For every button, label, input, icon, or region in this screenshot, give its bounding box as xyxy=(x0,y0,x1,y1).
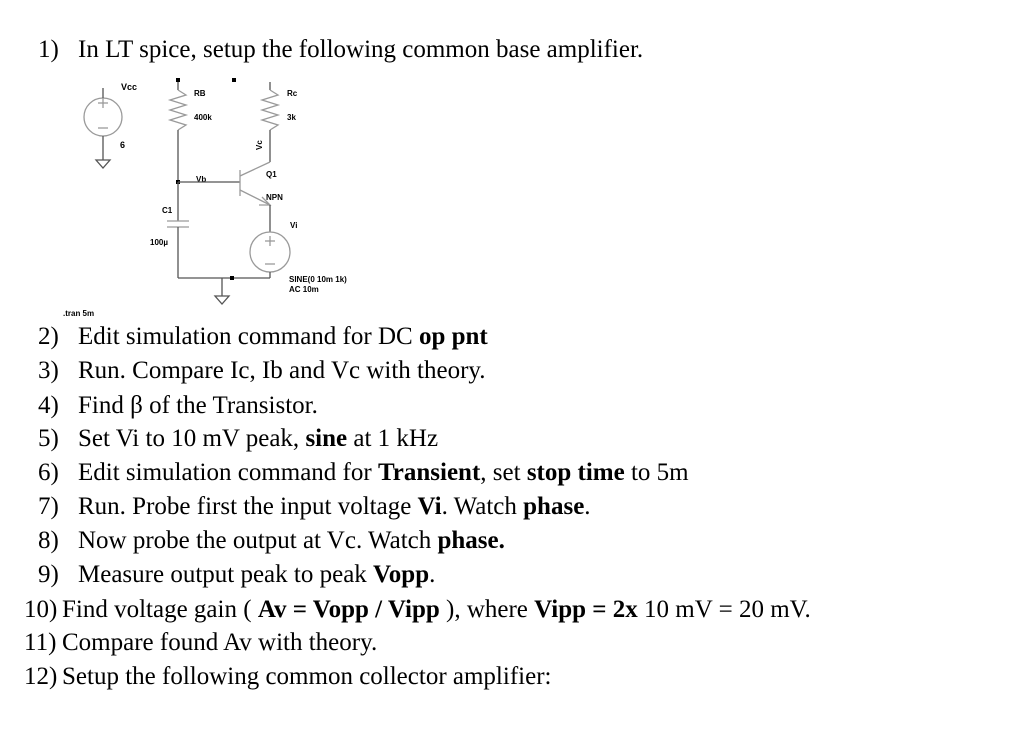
rc-name-label: Rc xyxy=(287,89,298,98)
vi-spec-line1: SINE(0 10m 1k) xyxy=(289,275,347,284)
step-text: Find voltage gain ( xyxy=(62,596,258,623)
step-text: Measure output peak to peak xyxy=(78,561,374,588)
vi-source-symbol xyxy=(250,232,290,278)
c1-name-label: C1 xyxy=(162,206,173,215)
step-bold-text: Vi xyxy=(417,493,442,520)
step-bold-text: Vipp = 2x xyxy=(534,596,638,623)
instruction-step-4 xyxy=(38,390,318,422)
step-text: at 1 kHz xyxy=(347,425,439,452)
instruction-step-12 xyxy=(24,661,552,693)
step-bold-text: sine xyxy=(305,425,348,452)
step-text: Edit simulation command for DC xyxy=(78,323,419,350)
step-text: Find β of the Transistor. xyxy=(78,392,318,419)
instruction-step-9 xyxy=(38,559,435,591)
rb-name-label: RB xyxy=(194,89,206,98)
instruction-step-3 xyxy=(38,355,486,387)
ground-symbol xyxy=(178,276,270,304)
step-number: 10) xyxy=(24,596,58,623)
step-text: In LT spice, setup the following common base amplifier. xyxy=(78,36,644,63)
step-text: Now probe the output at Vc. Watch xyxy=(78,527,438,554)
vcc-node-dot xyxy=(176,78,180,82)
rb-value-label: 400k xyxy=(194,113,212,122)
step-text: Setup the following common collector amplifier: xyxy=(62,663,552,690)
step-text: Run. Compare Ic, Ib and Vc with theory. xyxy=(78,357,486,384)
instruction-step-11 xyxy=(24,627,378,659)
vcc-node-dot-right xyxy=(232,78,236,82)
step-number: 4) xyxy=(38,392,59,419)
step-text: . Watch xyxy=(441,493,524,520)
step-bold-text: Transient xyxy=(377,459,481,486)
vcc-name-label: Vcc xyxy=(121,82,138,92)
vi-spec-line2: AC 10m xyxy=(289,285,319,294)
step-text: to 5m xyxy=(624,459,689,486)
step-text: , set xyxy=(480,459,527,486)
instruction-step-6 xyxy=(38,457,689,489)
instruction-step-10 xyxy=(24,594,811,626)
step-bold-text: Vopp xyxy=(373,561,430,588)
rc-value-label: 3k xyxy=(287,113,296,122)
step-bold-text: stop time xyxy=(526,459,625,486)
step-bold-text: op pnt xyxy=(418,323,488,350)
q1-transistor-symbol xyxy=(178,162,270,232)
instruction-step-8 xyxy=(38,525,505,557)
c1-value-label: 100µ xyxy=(150,238,168,247)
vc-node-label: Vc xyxy=(255,140,264,150)
vi-name-label: Vi xyxy=(290,221,298,230)
instruction-step-5 xyxy=(38,423,438,455)
step-text: . xyxy=(584,493,591,520)
vb-node-label: Vb xyxy=(196,175,207,184)
q1-model-label: NPN xyxy=(266,193,283,202)
step-text: ), where xyxy=(439,596,535,623)
step-text: Run. Probe first the input voltage xyxy=(78,493,418,520)
step-number: 11) xyxy=(24,629,57,656)
step-bold-text: phase. xyxy=(437,527,505,554)
q1-name-label: Q1 xyxy=(266,170,277,179)
step-number: 8) xyxy=(38,527,59,554)
step-number: 7) xyxy=(38,493,59,520)
c1-capacitor-symbol xyxy=(167,182,189,278)
step-number: 12) xyxy=(24,663,58,690)
circuit-schematic xyxy=(0,0,420,320)
step-text: . xyxy=(429,561,436,588)
step-bold-text: phase xyxy=(523,493,585,520)
vcc-value-label: 6 xyxy=(120,140,126,150)
instruction-step-2 xyxy=(38,321,488,353)
vcc-source-symbol xyxy=(84,88,122,168)
step-text: Set Vi to 10 mV peak, xyxy=(78,425,306,452)
step-number: 5) xyxy=(38,425,59,452)
step-number: 9) xyxy=(38,561,59,588)
rc-resistor-symbol xyxy=(262,82,278,162)
instruction-step-7 xyxy=(38,491,591,523)
step-text: Edit simulation command for xyxy=(78,459,378,486)
step-number: 2) xyxy=(38,323,59,350)
step-number: 1) xyxy=(38,36,59,63)
step-text: 10 mV = 20 mV. xyxy=(637,596,811,623)
step-bold-text: Av = Vopp / Vipp xyxy=(257,596,440,623)
step-text: Compare found Av with theory. xyxy=(62,629,378,656)
rb-resistor-symbol xyxy=(170,82,186,182)
tran-command-label: .tran 5m xyxy=(63,309,95,318)
step-number: 3) xyxy=(38,357,59,384)
step-number: 6) xyxy=(38,459,59,486)
